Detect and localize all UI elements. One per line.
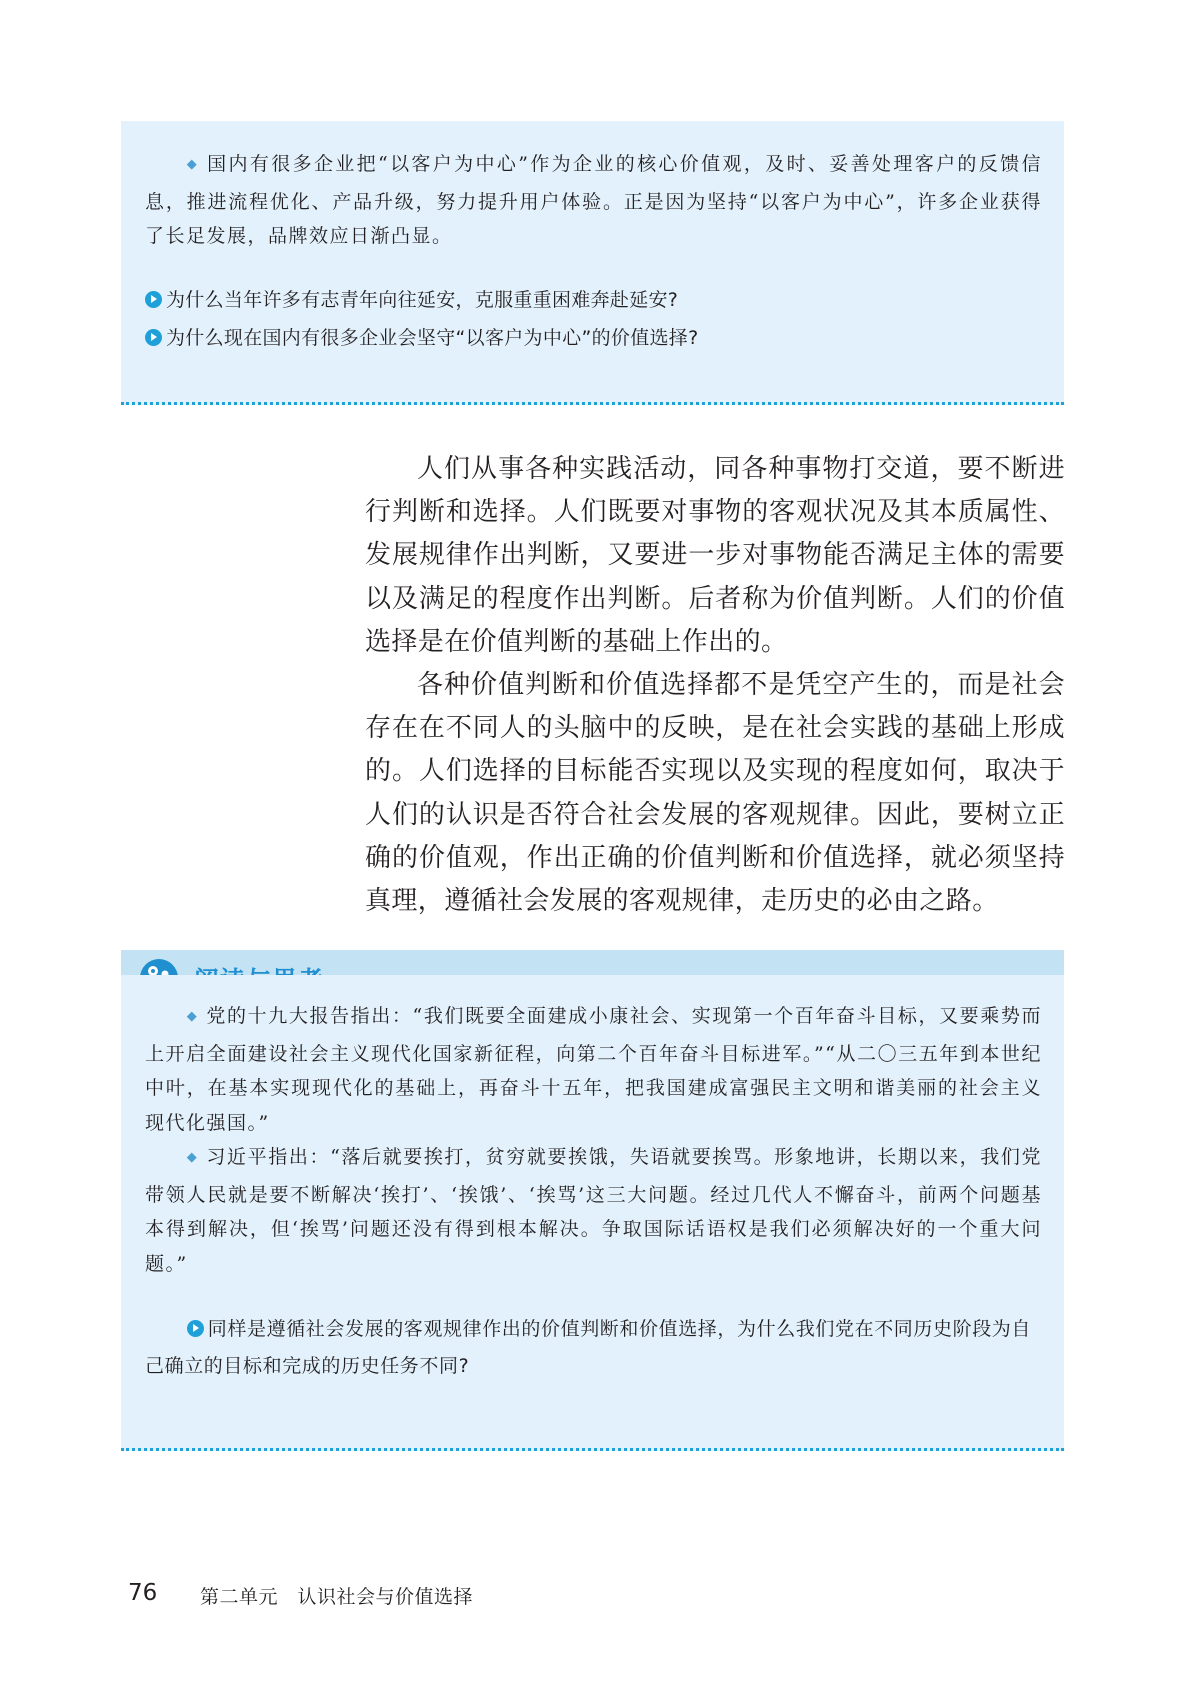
diamond-bullet-icon: ◆ [186,157,200,172]
arrow-bullet-icon [145,291,162,308]
main-paragraph: 各种价值判断和价值选择都不是凭空产生的，而是社会存在在不同人的头脑中的反映，是在社会实践的基础上形成的。人们选择的目标能否实现以及实现的程度如何，取决于人们的认识是否符合社会发展的客观规律。因此，要树立正确的价值观，作出正确的价值判断和价值选择，就必须坚持真理，遵循社会发展的客观规律，走历史的必由之路。 [365,670,1065,917]
diamond-bullet-icon: ◆ [186,1009,199,1024]
question-item: 为什么当年许多有志青年向往延安，克服重重困难奔赴延安? [145,281,1042,319]
reading-box [121,975,1064,1451]
question-item: 为什么现在国内有很多企业会坚守“以客户为中心”的价值选择? [145,319,1042,357]
unit-title: 第二单元 认识社会与价值选择 [200,1586,474,1608]
main-paragraph: 人们从事各种实践活动，同各种事物打交道，要不断进行判断和选择。人们既要对事物的客观状况及其本质属性、发展规律作出判断，又要进一步对事物能否满足主体的需要以及满足的程度作出判断。后者称为价值判断。人们的价值选择是在价值判断的基础上作出的。 [365,454,1065,657]
diamond-bullet-icon: ◆ [186,1150,199,1165]
question-list [145,281,1042,357]
arrow-bullet-icon [145,329,162,346]
page-number: 76 [128,1580,158,1606]
arrow-bullet-icon [187,1320,204,1337]
reading-quote: ◆ 党的十九大报告指出：“我们既要全面建成小康社会、实现第一个百年奋斗目标，又要乘势而上开启全面建设社会主义现代化国家新征程，向第二个百年奋斗目标进军。”“从二〇三五年到本世纪中叶，在基本实现现代化的基础上，再奋斗十五年，把我国建成富强民主文明和谐美丽的社会主义现代化强国。” [145,1005,1042,1134]
case-box [121,121,1064,405]
question-list [145,1311,1042,1385]
case-quote: ◆ 国内有很多企业把“以客户为中心”作为企业的核心价值观，及时、妥善处理客户的反馈信息，推进流程优化、产品升级，努力提升用户体验。正是因为坚持“以客户为中心”，许多企业获得了长足发展，品牌效应日渐凸显。 [145,153,1042,247]
question-item: 同样是遵循社会发展的客观规律作出的价值判断和价值选择，为什么我们党在不同历史阶段为自己确立的目标和完成的历史任务不同? [145,1318,1031,1377]
reading-quote: ◆ 习近平指出：“落后就要挨打，贫穷就要挨饿，失语就要挨骂。形象地讲，长期以来，我们党带领人民就是要不断解决‘挨打’、‘挨饿’、‘挨骂’这三大问题。经过几代人不懈奋斗，前两个问题基本得到解决，但‘挨骂’问题还没有得到根本解决。争取国际话语权是我们必须解决好的一个重大问题。” [145,1146,1042,1275]
main-text [365,448,1065,923]
